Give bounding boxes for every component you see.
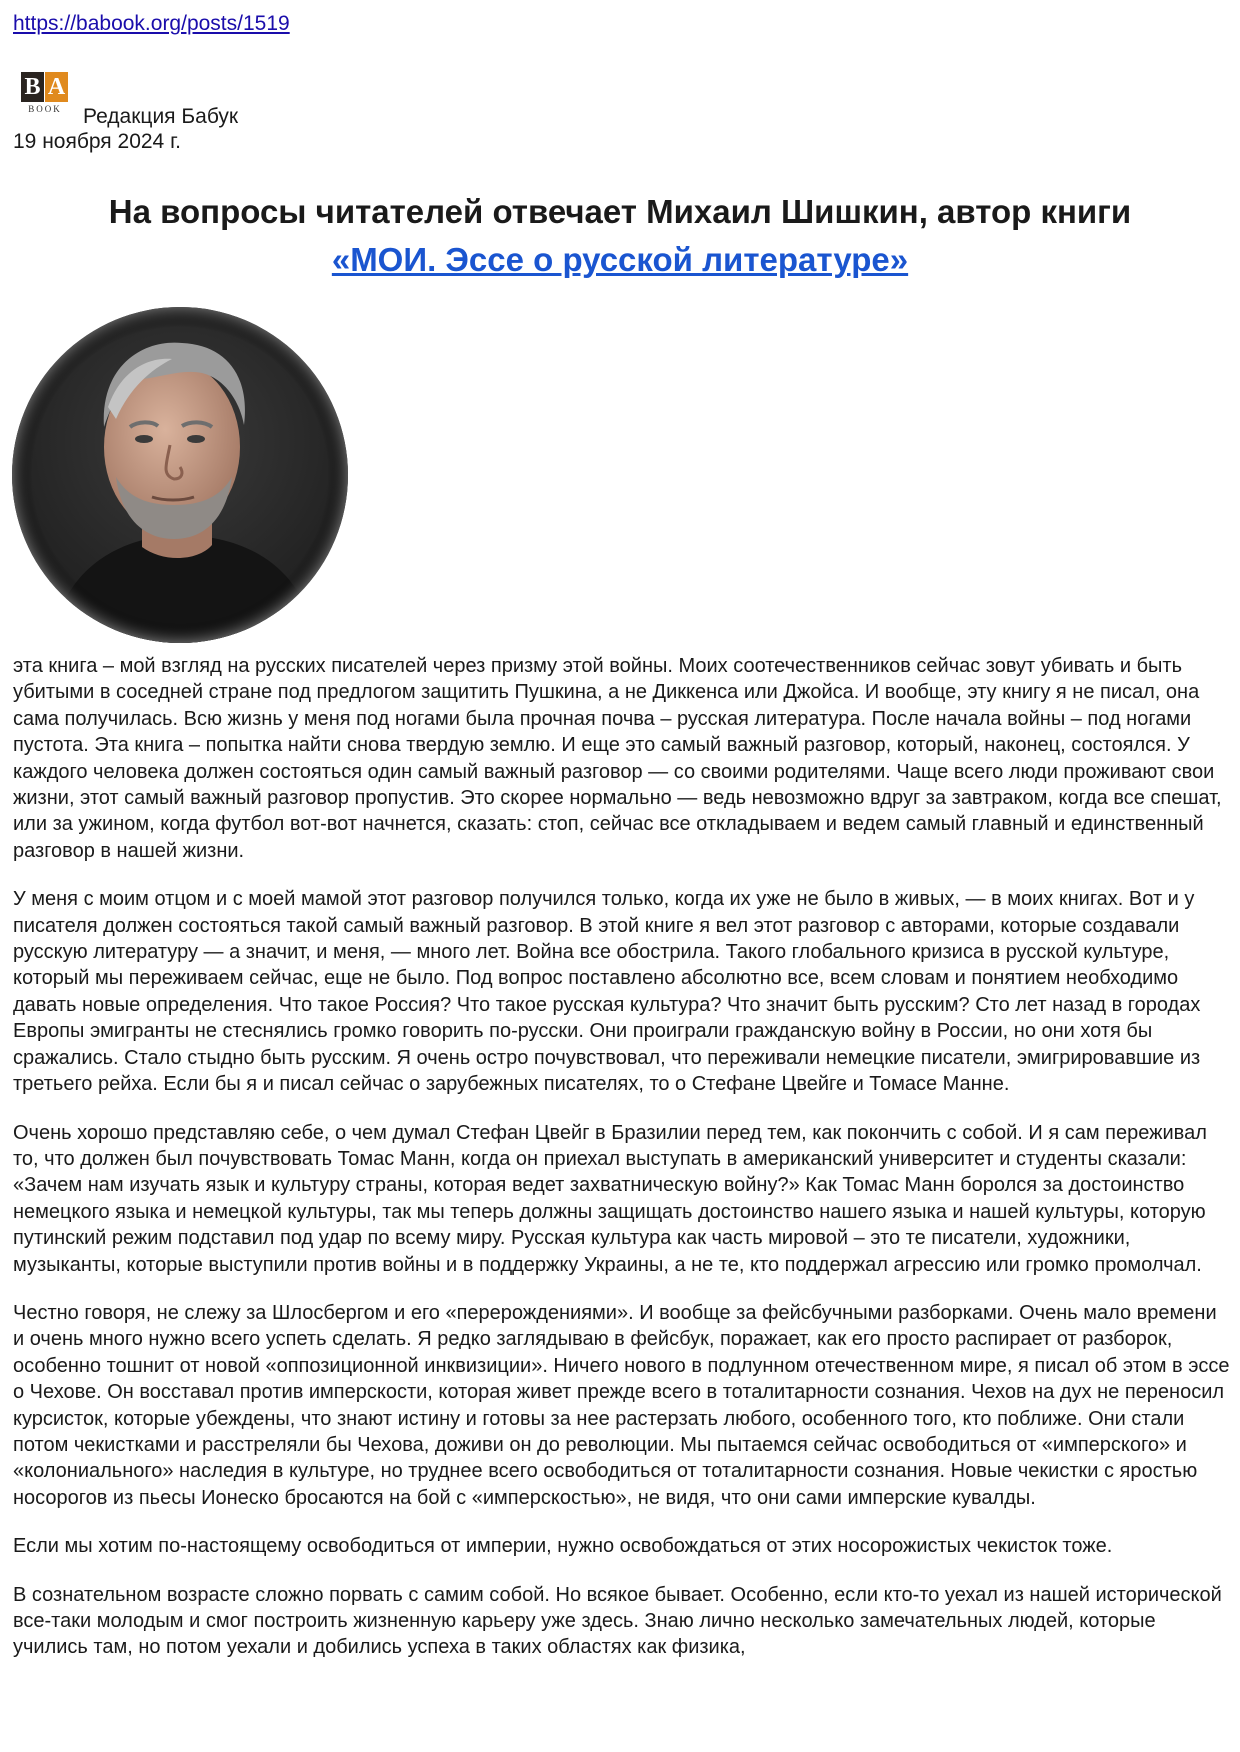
paragraph: Если мы хотим по-настоящему освободиться от империи, нужно освобождаться от этих носорожистых чекисток тоже. xyxy=(13,1535,1113,1558)
article-title xyxy=(20,188,1220,284)
paragraph: эта книга – мой взгляд на русских писателей через призму этой войны. Моих соотечественников сейчас зовут убивать и быть убитыми в соседней стране под предлогом защитить Пушкина, а не Диккенса или Джойса. И вообще, эту книгу я не писал, она сама получилась. Всю жизнь у меня под ногами была прочная почва – русская литература. После начала войны – под ногами пустота. Эта книга – попытка найти снова твердую землю. И еще это самый важный разговор, который, наконец, состоялся. У каждого человека должен состояться один самый важный разговор — со своими родителями. Чаще всего люди проживают свои жизни, этот самый важный разговор пропустив. Это скорее нормально — ведь невозможно вдруг за завтраком, когда все спешат, или за ужином, когда футбол вот-вот начнется, сказать: стоп, сейчас все откладываем и ведем самый главный и единственный разговор в нашей жизни. xyxy=(13,655,1222,862)
logo-letter-a: A xyxy=(45,72,68,102)
book-title-link[interactable]: «МОИ. Эссе о русской литературе» xyxy=(331,241,909,278)
title-text: На вопросы читателей отвечает Михаил Шишкин, автор книги xyxy=(108,193,1132,230)
source-url-link[interactable]: https://babook.org/posts/1519 xyxy=(13,12,290,35)
portrait-image xyxy=(12,307,348,643)
logo-caption: BOOK xyxy=(28,104,62,114)
paragraph: Честно говоря, не слежу за Шлосбергом и его «перерождениями». И вообще за фейсбучными разборками. Очень мало времени и очень много нужно всего успеть сделать. Я редко заглядываю в фейсбук, поражает, как его просто распирает от разборок, особенно тошнит от новой «оппозиционной инквизиции». Ничего нового в подлунном отечественном мире, я писал об этом в эссе о Чехове. Он восставал против имперскости, которая живет прежде всего в тоталитарности сознания. Чехов на дух не переносил курсисток, которые убеждены, что знают истину и готовы за нее растерзать любого, особенного того, кто поближе. Они стали потом чекистками и расстреляли бы Чехова, доживи он до революции. Мы пытаемся сейчас освободиться от «имперского» и «колониального» наследия в культуре, но труднее всего освободиться от тоталитарности сознания. Новые чекистки с яростью носорогов из пьесы Ионеско бросаются на бой с «имперскостью», не видя, что они сами имперские кувалды. xyxy=(13,1301,1230,1509)
paragraph: Очень хорошо представляю себе, о чем думал Стефан Цвейг в Бразилии перед тем, как покончить с собой. И я сам переживал то, что должен был почувствовать Томас Манн, когда он приехал выступать в американский университет и студенты сказали: «Зачем нам изучать язык и культуру страны, которая ведет захватническую войну?» Как Томас Манн боролся за достоинство немецкого языка и немецкой культуры, так мы теперь должны защищать достоинство нашего языка и нашей культуры, которую путинский режим подставил под удар по всему миру. Русская культура как часть мировой – это те писатели, художники, музыканты, которые выступили против войны и в поддержку Украины, а не те, кто поддержал агрессию или громко промолчал. xyxy=(13,1121,1207,1276)
publish-date: 19 ноября 2024 г. xyxy=(13,130,181,153)
author-portrait xyxy=(12,307,348,643)
logo-letter-b: B xyxy=(21,72,44,102)
paragraph: В сознательном возрасте сложно порвать с самим собой. Но всякое бывает. Особенно, если кто-то уехал из нашей исторической все-таки молодым и смог построить жизненную карьеру уже здесь. Знаю лично несколько замечательных людей, которые учились там, но потом уехали и добились успеха в таких областях как физика, xyxy=(13,1583,1222,1659)
author-name[interactable]: Редакция Бабук xyxy=(83,105,239,128)
babook-logo[interactable] xyxy=(21,72,69,118)
article-body xyxy=(13,653,1231,1683)
paragraph: У меня с моим отцом и с моей мамой этот разговор получился только, когда их уже не было в живых, — в моих книгах. Вот и у писателя должен состояться такой самый важный разговор. В этой книге я вел этот разговор с авторами, которые создавали русскую литературу — а значит, и меня, — много лет. Война все обострила. Такого глобального кризиса в русской культуре, который мы переживаем сейчас, еще не было. Под вопрос поставлено абсолютно все, всем словам и понятием необходимо давать новые определения. Что такое Россия? Что такое русская культура? Что значит быть русским? Сто лет назад в городах Европы эмигранты не стеснялись громко говорить по-русски. Они проиграли гражданскую войну в России, но они хотя бы сражались. Стало стыдно быть русским. Я очень остро почувствовал, что переживали немецкие писатели, эмигрировавшие из третьего рейха. Если бы я и писал сейчас о зарубежных писателях, то о Стефане Цвейге и Томасе Манне. xyxy=(13,888,1201,1096)
